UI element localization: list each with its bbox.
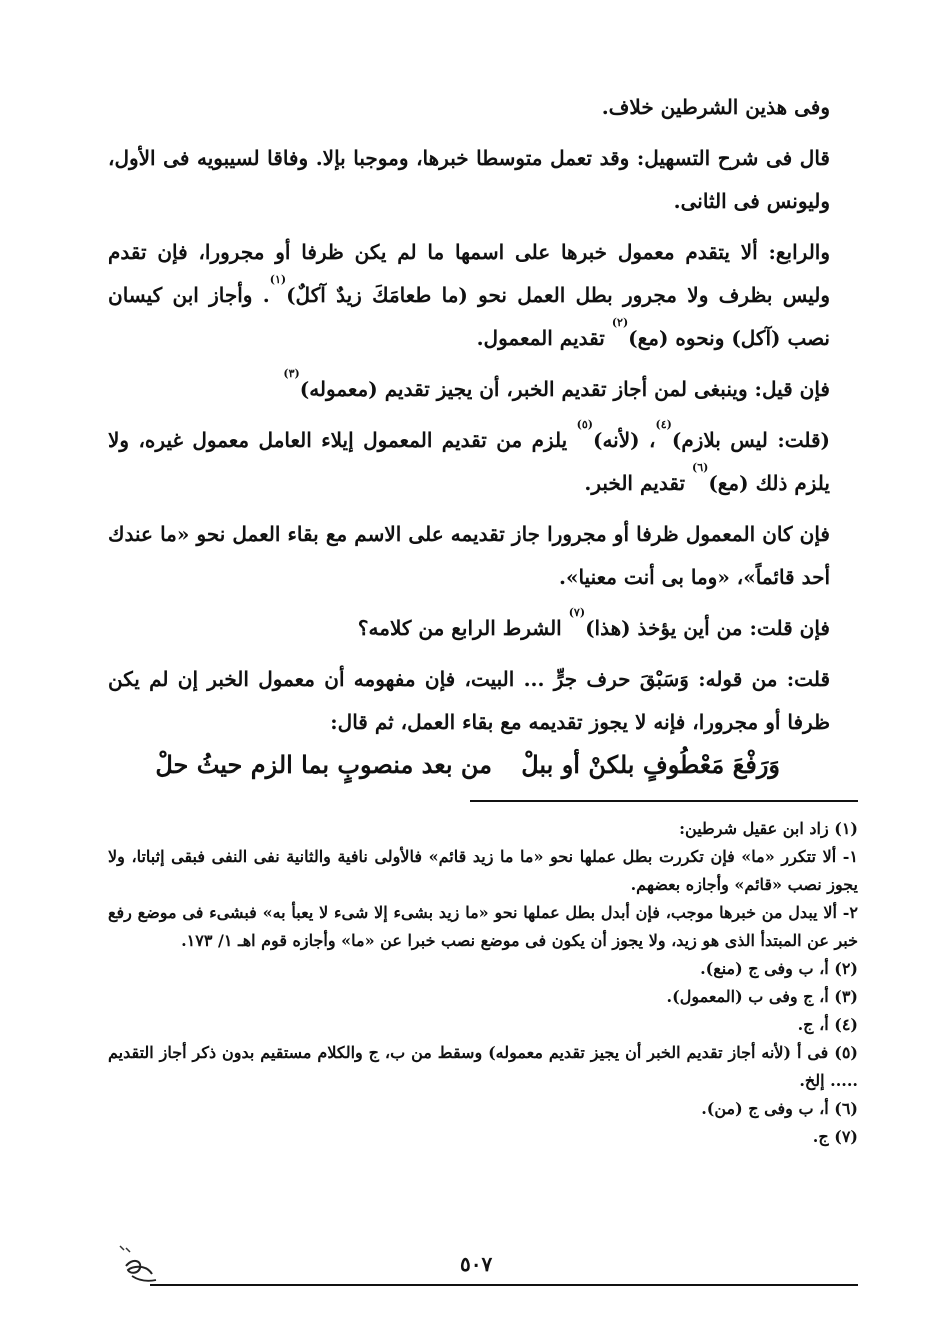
paragraph-4-text: فإن قيل: وينبغى لمن أجاز تقديم الخبر، أن يجيز تقديم (معموله) — [299, 377, 830, 401]
paragraph-5-text-a: (قلت: ليس بلازم) — [671, 428, 830, 452]
paragraph-2-text: قال فى شرح التسهيل: وقد تعمل متوسطا خبرها، وموجبا بإلا. وفاقا لسيبويه فى الأول، وليونس فى الثانى. — [108, 146, 830, 213]
paragraph-7-text-b: الشرط الرابع من كلامه؟ — [357, 616, 569, 640]
footnote-1: (١) زاد ابن عقيل شرطين: — [679, 819, 858, 838]
footnote-1-item-2: ٢- ألا يبدل من خبرها موجب، فإن أبدل بطل عملها نحو «ما زيد بشىء إلا شىء لا يعبأ به» فبشىء فى موضع رفع خبر عن المبتدأ الذى هو زيد، ولا يجوز أن يكون فى موضع نصب خبرا عن «ما» وأجازه قوم اهـ ١/ ١٧٣. — [108, 903, 858, 950]
paragraph-5-text-c: يلزم من تقديم المعمول إيلاء العامل معمول غيره، ولا يلزم ذلك (مع) — [108, 428, 830, 495]
paragraph-3-text-b: . وأجاز ابن كيسان نصب (آكل) ونحوه (مع) — [108, 283, 830, 350]
paragraph-5-text-b: ، (لأنه) — [593, 428, 656, 452]
paragraph-6 — [108, 513, 830, 599]
footnote-5: (٥) فى أ (لأنه أجاز تقديم الخبر أن يجيز تقديم معموله) وسقط من ب، ج والكلام مستقيم بدون ذكر أجاز التقديم ..... إلخ. — [108, 1043, 858, 1090]
footnote-ref-2[interactable]: (٢) — [611, 316, 629, 329]
paragraph-4 — [108, 368, 830, 411]
footer-rule — [150, 1284, 858, 1286]
footnote-ref-5[interactable]: (٥) — [576, 418, 593, 431]
verse-hemistich-2: من بعد منصوبٍ بما الزم حيثُ حلْ — [155, 750, 492, 779]
paragraph-1-text: وفى هذين الشرطين خلاف. — [601, 95, 830, 119]
paragraph-6-text: فإن كان المعمول ظرفا أو مجرورا جاز تقديمه على الاسم مع بقاء العمل نحو «ما عندك أحد قائماً»، «وما بى أنت معنيا». — [108, 522, 830, 589]
paragraph-3-text-c: تقديم المعمول. — [476, 326, 612, 350]
paragraph-7 — [108, 607, 830, 650]
paragraph-3-text-a: والرابع: ألا يتقدم معمول خبرها على اسمها ما لم يكن ظرفا أو مجرورا، فإن تقدم وليس بظرف ولا مجرور بطل العمل نحو (ما طعامَكَ زيدٌ آكلٌ) — [108, 240, 830, 307]
paragraph-8-text: قلت: من قوله: وَسَبْقَ حرف جرٍّ ... البيت، فإن مفهومه أن معمول الخبر إن لم يكن ظرفا أو مجرورا، فإنه لا يجوز تقديمه مع بقاء العمل، ثم قال: — [108, 667, 830, 734]
footnotes — [108, 815, 858, 1151]
footnote-3: (٣) أ، ج وفى ب (المعمول). — [666, 987, 858, 1006]
footnote-6: (٦) أ، ب وفى ج (من). — [701, 1099, 858, 1118]
paragraph-3 — [108, 231, 830, 360]
footnote-7: (٧) ج. — [812, 1127, 858, 1146]
ornament-mark — [112, 1240, 162, 1288]
footnote-ref-4[interactable]: (٤) — [655, 418, 672, 431]
page-number: ٥٠٧ — [460, 1252, 493, 1276]
poetry-verse — [108, 750, 830, 794]
paragraph-1 — [108, 86, 830, 129]
paragraph-8 — [108, 658, 830, 744]
footnote-1-item-1: ١- ألا تتكرر «ما» فإن تكررت بطل عملها نحو «ما ما زيد قائم» فالأولى نافية والثانية نفى النفى فبقى إثباتا، ولا يجوز نصب «قائم» وأجازه بعضهم. — [108, 847, 859, 894]
footnote-ref-7[interactable]: (٧) — [568, 606, 586, 619]
footnote-2: (٢) أ، ب وفى ج (منع). — [700, 959, 858, 978]
footnote-4: (٤) أ، ج. — [797, 1015, 858, 1034]
footnote-ref-1[interactable]: (١) — [269, 273, 287, 286]
paragraph-2 — [108, 137, 830, 223]
paragraph-7-text-a: فإن قلت: من أين يؤخذ (هذا) — [585, 616, 830, 640]
main-text — [108, 86, 830, 752]
footnote-ref-3[interactable]: (٣) — [283, 367, 300, 380]
paragraph-5 — [108, 419, 830, 505]
verse-hemistich-1: وَرَفْعَ مَعْطُوفٍ بلكنْ أو ببلْ — [521, 750, 780, 779]
footnote-separator — [470, 800, 858, 802]
paragraph-5-text-d: تقديم الخبر. — [584, 471, 692, 495]
footnote-ref-6[interactable]: (٦) — [691, 461, 709, 474]
